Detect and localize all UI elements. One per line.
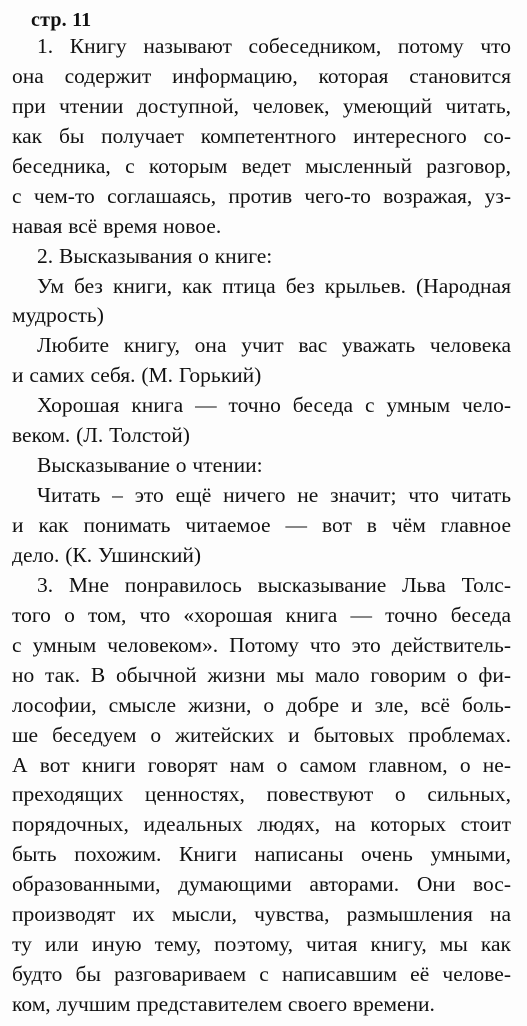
text-line: дело. (К. Ушинский) bbox=[12, 542, 202, 567]
text-line: образованными, думающими авторами. Они вос- bbox=[12, 872, 511, 897]
text-line: А вот книги говорят нам о самом главном, о не- bbox=[12, 752, 511, 777]
text-line: быть похожим. Книги написаны очень умными, bbox=[12, 842, 511, 867]
text-line: 2. Высказывания о книге: bbox=[37, 243, 273, 268]
page-number: стр. 11 bbox=[31, 9, 92, 31]
text-line: ту или иную тему, поэтому, читая книгу, мы как bbox=[12, 932, 511, 957]
text-line: как бы получает компетентного интересного со- bbox=[12, 123, 511, 148]
text-line: беседника, с которым ведет мысленный разговор, bbox=[12, 153, 511, 178]
text-line: Читать – это ещё ничего не значит; что читать bbox=[37, 483, 511, 508]
text-line: Высказывание о чтении: bbox=[37, 453, 263, 478]
text-line: ком, лучшим представителем своего времени. bbox=[12, 992, 435, 1016]
text-line: преходящих ценностях, повествуют о сильных, bbox=[12, 782, 511, 807]
text-line: лософии, смысле жизни, о добре и зле, всё боль- bbox=[12, 692, 511, 717]
text-line: 3. Мне понравилось высказывание Льва Толс- bbox=[37, 572, 511, 597]
text-line: порядочных, идеальных людях, на которых стоит bbox=[12, 812, 511, 837]
text-line: и самих себя. (М. Горький) bbox=[12, 363, 262, 388]
text-line: но так. В обычной жизни мы мало говорим о фи- bbox=[12, 662, 511, 687]
text-line: веком. (Л. Толстой) bbox=[12, 423, 190, 448]
text-line: мудрость) bbox=[12, 303, 104, 328]
text-line: с умным человеком». Потому что это действитель- bbox=[12, 632, 511, 657]
text-line: и как понимать читаемое — вот в чём главное bbox=[12, 513, 511, 537]
text-line: производят их мысли, чувства, размышления на bbox=[12, 902, 511, 927]
text-line: того о том, что «хорошая книга — точно беседа bbox=[12, 602, 511, 627]
text-line: при чтении доступной, человек, умеющий читать, bbox=[12, 93, 511, 118]
text-line: навая всё время новое. bbox=[12, 213, 222, 238]
text-line: Ум без книги, как птица без крыльев. (Народная bbox=[37, 273, 511, 298]
text-line: Любите книгу, она учит вас уважать человека bbox=[37, 333, 511, 358]
text-line: будто бы разговариваем с написавшим её челове- bbox=[12, 962, 511, 987]
text-line: Хорошая книга — точно беседа с умным чело- bbox=[37, 393, 511, 418]
text-line: 1. Книгу называют собеседником, потому что bbox=[37, 34, 511, 58]
text-line: она содержит информацию, которая становится bbox=[12, 63, 511, 88]
text-line: ше беседуем о житейских и бытовых проблемах. bbox=[12, 722, 511, 747]
text-line: с чем-то соглашаясь, против чего-то возражая, уз- bbox=[12, 183, 511, 208]
